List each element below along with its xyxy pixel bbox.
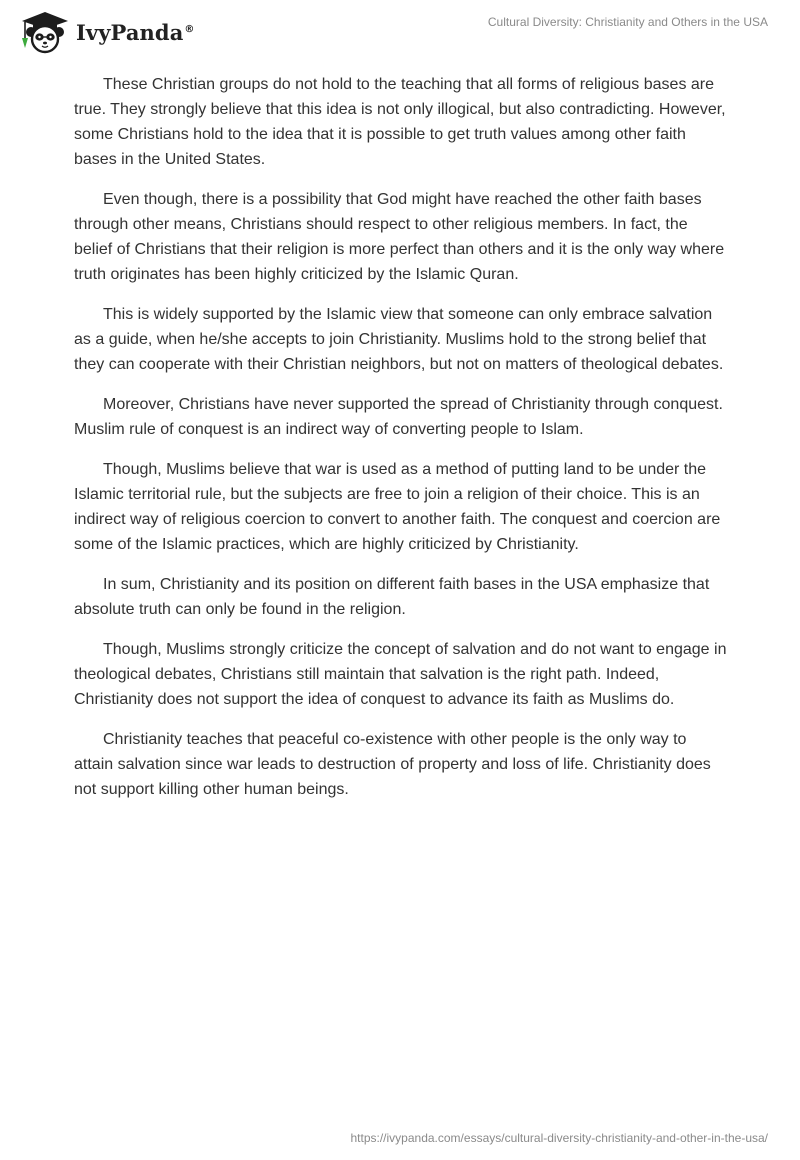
essay-paragraph: This is widely supported by the Islamic view that someone can only embrace salvation as a guide, when he/she accepts to join Christianity. Muslims hold to the strong belief that they can cooperate with their Christian neighbors, but not on matters of theological debates. <box>74 306 724 373</box>
brand-name: IvyPanda® <box>76 19 195 45</box>
panda-graduate-icon <box>14 8 74 54</box>
document-title: Cultural Diversity: Christianity and Others in the USA <box>487 15 768 29</box>
essay-paragraph: Even though, there is a possibility that God might have reached the other faith bases through other means, Christians should respect to other religious members. In fact, the belief of Christians that their religion is more perfect than others and it is the only way where truth originates has been highly criticized by the Islamic Quran. <box>74 191 725 283</box>
page-header <box>0 0 800 70</box>
registered-mark: ® <box>184 23 195 35</box>
essay-paragraph: Though, Muslims strongly criticize the concept of salvation and do not want to engage in theological debates, Christians still maintain that salvation is the right path. Indeed, Christianity does not support the idea of conquest to advance its faith as Muslims do. <box>74 641 727 708</box>
essay-paragraph: Moreover, Christians have never supported the spread of Christianity through conquest. Muslim rule of conquest is an indirect way of converting people to Islam. <box>74 396 723 438</box>
essay-body <box>74 72 728 817</box>
essay-paragraph: Christianity teaches that peaceful co-existence with other people is the only way to attain salvation since war leads to destruction of property and loss of life. Christianity does not support killing other human beings. <box>74 731 711 798</box>
essay-paragraph: These Christian groups do not hold to the teaching that all forms of religious bases are true. They strongly believe that this idea is not only illogical, but also contradicting. However, some Christians hold to the idea that it is possible to get truth values among other faith bases in the United States. <box>74 76 726 168</box>
brand-logo[interactable] <box>14 8 195 54</box>
essay-paragraph: Though, Muslims believe that war is used as a method of putting land to be under the Islamic territorial rule, but the subjects are free to join a religion of their choice. This is an indirect way of religious coercion to convert to another faith. The conquest and coercion are some of the Islamic practices, which are highly criticized by Christianity. <box>74 461 721 553</box>
essay-paragraph: In sum, Christianity and its position on different faith bases in the USA emphasize that absolute truth can only be found in the religion. <box>74 576 710 618</box>
source-url[interactable]: https://ivypanda.com/essays/cultural-diversity-christianity-and-other-in-the-usa/ <box>350 1131 768 1145</box>
